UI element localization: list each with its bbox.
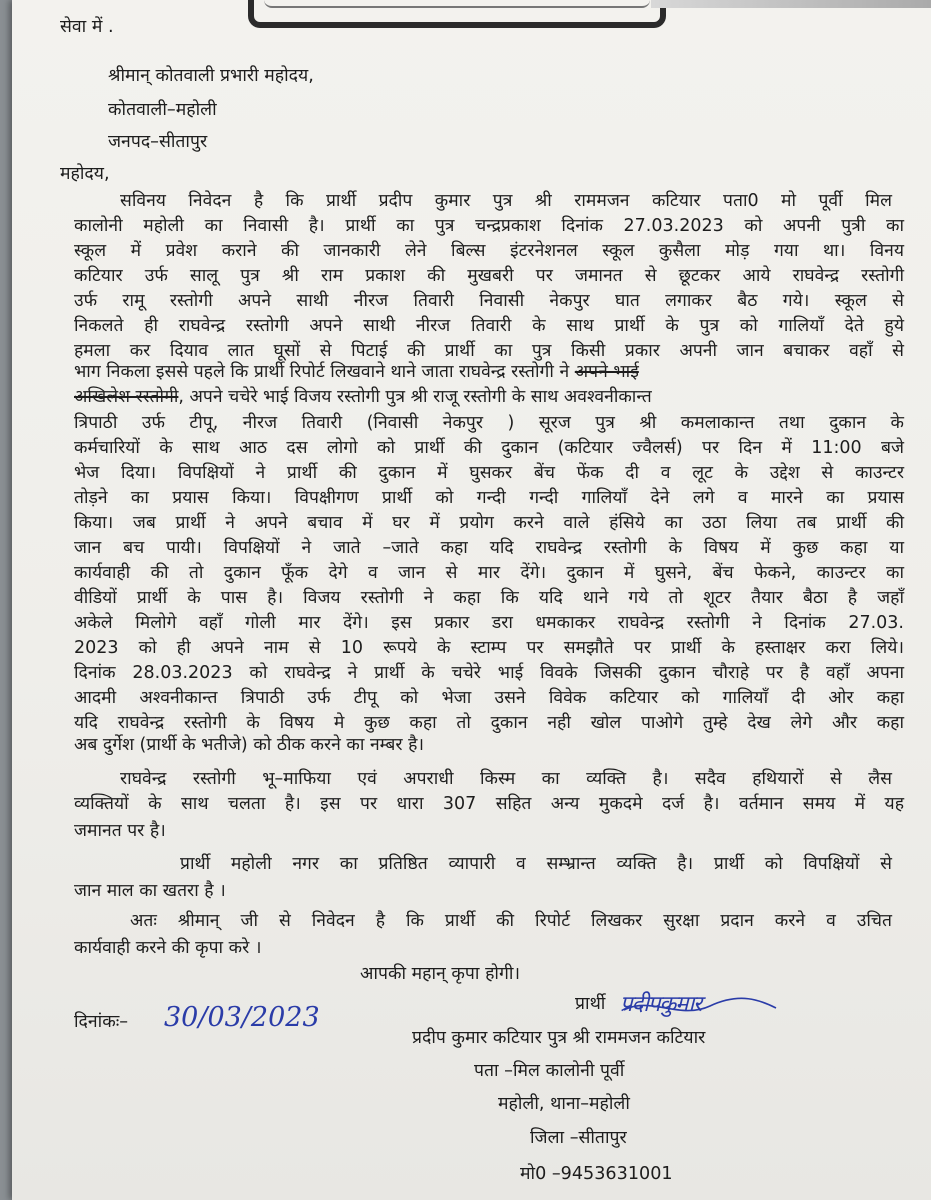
para3-line: प्रार्थी महोली नगर का प्रतिष्ठित व्यापारी व सम्भ्रान्त व्यक्ति है। प्रार्थी को विपक्षियों से [180,854,892,874]
para1-line: कालोनी महोली का निवासी है। प्रार्थी का पुत्र चन्द्रप्रकाश दिनांक 27.03.2023 को अपनी पुत्री का [74,216,904,236]
para1-line [74,389,652,407]
signature-stroke-icon [620,990,780,1024]
addressee-title: श्रीमान् कोतवाली प्रभारी महोदय, [108,66,314,86]
para1-line: त्रिपाठी उर्फ टीपू, नीरज तिवारी (निवासी नेकपुर ) सूरज पुत्र श्री कमलाकान्त तथा दुकान के [74,413,904,433]
para1-line: 2023 को ही अपने नाम से 10 रूपये के स्टाम्प पर समझौते पर प्रार्थी के हस्ताक्षर करा लिये। [74,638,904,658]
sender-district: जिला –सीतापुर [530,1128,627,1148]
sender-town: महोली, थाना–महोली [498,1094,630,1114]
para1-line: कटियार उर्फ सालू पुत्र श्री राम प्रकाश की मुखबरी पर जमानत से छूटकर आये राघवेन्द्र रस्तोगी [74,266,904,286]
para1-line: अकेले मिलोगे वहाँ गोली मार देंगे। इस प्रकार डरा धमकाकर राघवेन्द्र रस्तोगी ने दिनांक 27.03. [74,613,904,633]
para2-last-line: जमानत पर है। [74,821,166,841]
signature: प्रदीपकुमार [620,992,702,1017]
para1-line: उर्फ रामू रस्तोगी अपने साथी नीरज तिवारी निवासी नेकपुर घात लगाकर बैठ गये। स्कूल से [74,291,904,311]
para4-last-line: कार्यवाही करने की कृपा करे । [74,938,262,958]
letter-page [12,0,931,1200]
date-handwritten: 30/03/2023 [164,1002,320,1033]
para1-line: यदि राघवेन्द्र रस्तोगी के विषय मे कुछ कहा तो दुकान नही खोल पाओगे तुम्हे देख लेगे और कहा [74,713,904,733]
eyeglasses-icon [248,0,666,28]
paper-clip-icon [651,0,931,8]
para1-line: स्कूल में प्रवेश कराने की जानकारी लेने बिल्स इंटरनेशनल स्कूल कुसैला मोड़ गया था। विनय [74,241,904,261]
para1-line: हमला कर दियाव लात घूसों से पिटाई की प्रार्थी का पुत्र किसी प्रकार अपनी जान बचाकर वहाँ से [74,341,904,361]
para1-line: कर्मचारियों के साथ आठ दस लोगो को प्रार्थी की दुकान (कटियार ज्वैलर्स) पर दिन में 11:00 बजे [74,438,904,458]
para1-line9-text: , अपने चचेरे भाई विजय रस्तोगी पुत्र श्री राजू रस्तोगी के साथ अवश्वनीकान्त [178,387,652,407]
para1-line: सविनय निवेदन है कि प्रार्थी प्रदीप कुमार पुत्र श्री राममजन कटियार पता0 मो पूर्वी मिल [120,191,892,211]
closing-line: आपकी महान् कृपा होगी। [360,964,521,984]
para1-line: जान बच पायी। विपक्षियों ने जाते –जाते कहा यदि राघवेन्द्र रस्तोगी के विषय में कुछ कहा या [74,538,904,558]
para1-last-line: अब दुर्गेश (प्रार्थी के भतीजे) को ठीक करने का नम्बर है। [74,735,424,755]
sender-mobile: मो0 –9453631001 [520,1164,673,1184]
para1-line8-text: भाग निकला इससे पहले कि प्रार्थी रिपोर्ट लिखवाने थाने जाता राघवेन्द्र रस्तोगी ने [74,362,570,382]
date-label: दिनांकः– [74,1012,129,1032]
struck-text: अपने भाई [574,362,639,382]
para1-line: दिनांक 28.03.2023 को राघवेन्द्र ने प्रार्थी के चचेरे भाई विवके जिसकी दुकान चौराहे पर है वहाँ अपना [74,663,904,683]
to-line: सेवा में . [60,17,114,37]
para1-line: निकलते ही राघवेन्द्र रस्तोगी अपने साथी नीरज तिवारी के साथ प्रार्थी के पुत्र को गालियाँ देते हुये [74,316,904,336]
sender-address: पता –मिल कालोनी पूर्वी [474,1061,625,1081]
salutation: महोदय, [60,164,110,184]
addressee-station: कोतवाली–महोली [108,100,217,120]
para1-line [74,364,639,382]
para1-line: तोड़ने का प्रयास किया। विपक्षीगण प्रार्थी को गन्दी गन्दी गालियाँ देने लगे व मारने का प्रयास [74,488,904,508]
para3-last-line: जान माल का खतरा है । [74,881,226,901]
sender-name: प्रदीप कुमार कटियार पुत्र श्री राममजन कटियार [412,1028,706,1048]
para1-line: किया। जब प्रार्थी ने अपने बचाव में घर में प्रयोग करने वाले हंसिये का उठा लिया तब प्रार्थी की [74,513,904,533]
para2-line: राघवेन्द्र रस्तोगी भू–माफिया एवं अपराधी किस्म का व्यक्ति है। सदैव हथियारों से लैस [120,769,892,789]
para1-line: कार्यवाही की तो दुकान फूँक देगे व जान से मार देंगे। दुकान में घुसने, बेंच फेकने, काउन्टर का [74,563,904,583]
struck-text: अखिलेश रस्तोगी [74,387,179,407]
applicant-label: प्रार्थी [575,994,606,1014]
para4-line: अतः श्रीमान् जी से निवेदन है कि प्रार्थी की रिपोर्ट लिखकर सुरक्षा प्रदान करने व उचित [130,911,892,931]
para1-line: वीडियों प्रार्थी के पास है। विजय रस्तोगी ने कहा कि यदि थाने गये तो शूटर तैयार बैठा है जहाँ [74,588,904,608]
para1-line: भेज दिया। विपक्षियों ने प्रार्थी की दुकान में घुसकर बेंच फेंक दी व लूट के उद्देश से काउन्टर [74,463,904,483]
para2-line: व्यक्तियों के साथ चलता है। इस पर धारा 307 सहित अन्य मुकदमे दर्ज है। वर्तमान समय में यह [74,794,904,814]
para1-line: आदमी अश्वनीकान्त त्रिपाठी उर्फ टीपू को भेजा उसने विवेक कटियार को गालियाँ दी ओर कहा [74,688,904,708]
addressee-district: जनपद–सीतापुर [108,132,208,152]
